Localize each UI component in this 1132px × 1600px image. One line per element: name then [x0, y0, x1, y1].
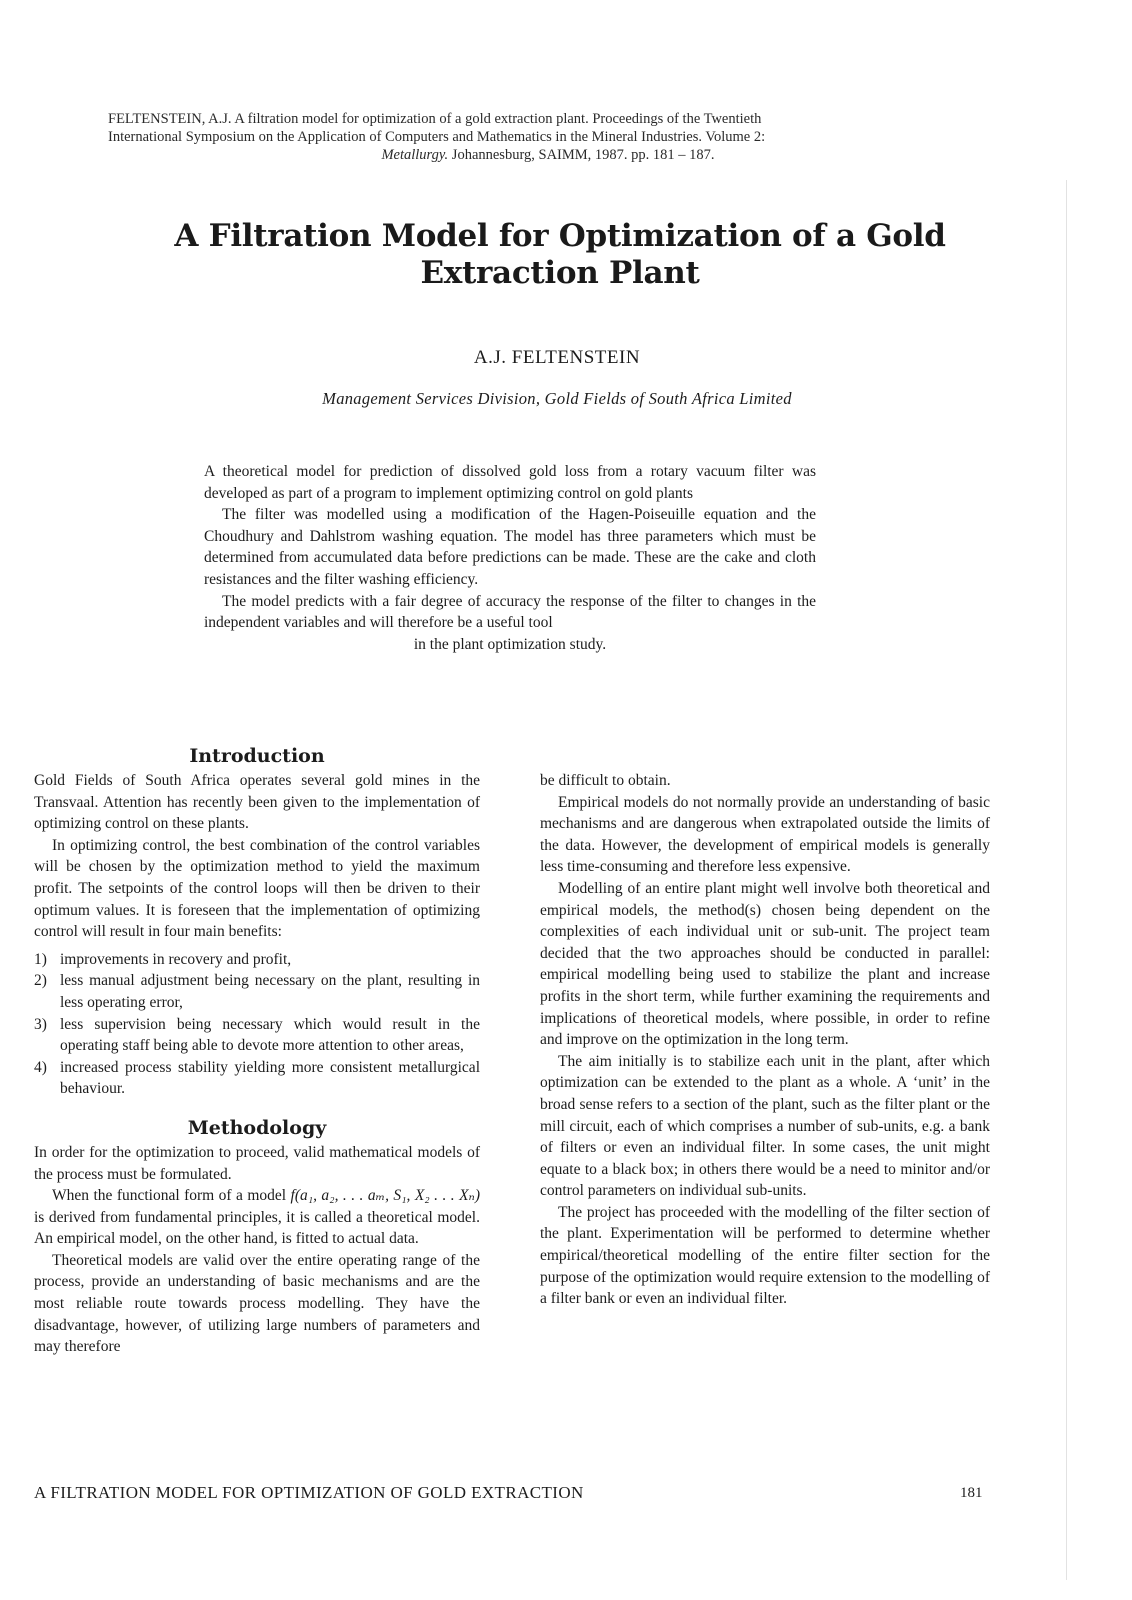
running-footer-title: A FILTRATION MODEL FOR OPTIMIZATION OF GOLD EXTRACTION — [34, 1483, 584, 1502]
citation-publisher: Johannesburg, SAIMM, 1987. pp. 181 – 187. — [448, 147, 715, 163]
methodology-text-before-formula: When the functional form of a model — [52, 1187, 291, 1205]
list-item-number: 2) — [34, 972, 47, 990]
list-item-number: 4) — [34, 1058, 47, 1076]
abstract-paragraph-3: The model predicts with a fair degree of accuracy the response of the filter to changes in the independent variables and will therefore be a useful tool — [204, 592, 816, 632]
paper-title-line-1: A Filtration Model for Optimization of a Gold — [174, 218, 946, 254]
list-item-text: less supervision being necessary which would result in the operating staff being able to devote more attention to other areas, — [60, 1015, 480, 1055]
right-column-paragraph-3: The aim initially is to stabilize each unit in the plant, after which optimization can be extended to the plant as a whole. A ‘unit’ in the broad sense refers to a section of the plant, such as the filter plant or the mill circuit, each of which comprises a number of sub-units, e.g. a bank of filters or even an individual filter. In some cases, the unit might equate to a black box; in others there would be a need to minitor and/or control parameters on individual sub-units. — [540, 1052, 990, 1200]
right-column-paragraph-4: The project has proceeded with the modelling of the filter section of the plant. Experimentation will be performed to determine whether empirical/theoretical modelling of the entire filter section for the purpose of the optimization would require extension to the modelling of a filter bank or even an individual filter. — [540, 1203, 990, 1308]
citation-line-2: International Symposium on the Application of Computers and Mathematics in the Mineral Industries. Volume 2: — [108, 129, 766, 145]
model-formula: f(a₁, a₂, . . . aₘ, S₁, X₂ . . . Xₙ) — [290, 1187, 480, 1205]
list-item-text: improvements in recovery and profit, — [60, 950, 292, 968]
paper-title-line-2: Extraction Plant — [420, 255, 700, 291]
paper-title — [100, 218, 1020, 292]
benefits-list — [34, 949, 480, 1100]
right-column — [540, 770, 990, 1310]
citation-line-3 — [108, 146, 988, 164]
list-item-number: 3) — [34, 1015, 47, 1033]
list-item-number: 1) — [34, 950, 47, 968]
right-column-paragraph-0: be difficult to obtain. — [540, 772, 671, 789]
introduction-heading: Introduction — [189, 745, 325, 767]
introduction-paragraph-1: Gold Fields of South Africa operates several gold mines in the Transvaal. Attention has recently been given to the implementation of optimizing control on these plants. — [34, 772, 480, 833]
list-item — [34, 1014, 480, 1057]
abstract — [204, 461, 816, 655]
page-number: 181 — [960, 1485, 983, 1501]
methodology-heading: Methodology — [187, 1116, 327, 1139]
scan-edge-line — [1066, 180, 1067, 1580]
list-item-text: less manual adjustment being necessary on the plant, resulting in less operating error, — [60, 972, 480, 1011]
list-item-text: increased process stability yielding more consistent metallurgical behaviour. — [60, 1058, 480, 1098]
left-column — [34, 744, 480, 1358]
methodology-paragraph-2 — [34, 1185, 480, 1250]
methodology-paragraph-1: In order for the optimization to proceed, valid mathematical models of the process must be formulated. — [34, 1143, 480, 1183]
author-name: A.J. FELTENSTEIN — [473, 347, 641, 368]
abstract-paragraph-1: A theoretical model for prediction of dissolved gold loss from a rotary vacuum filter was developed as part of a program to implement optimizing control on gold plants — [204, 463, 816, 502]
list-item — [34, 949, 480, 971]
list-item — [34, 1057, 480, 1100]
citation-block — [108, 110, 988, 164]
citation-journal: Metallurgy. — [381, 147, 449, 163]
right-column-paragraph-2: Modelling of an entire plant might well involve both theoretical and empirical models, the method(s) chosen being dependent on the complexities of each individual unit or sub-unit. The project team decided that the two approaches should be conducted in parallel: empirical modelling being used to stabilize the plant and increase profits in the short term, while further examining the requirements and implications of theoretical models, where possible, in order to refine and improve on the optimization in the long term. — [540, 879, 990, 1049]
author-affiliation: Management Services Division, Gold Fields of South Africa Limited — [322, 389, 792, 408]
citation-line-1: FELTENSTEIN, A.J. A filtration model for optimization of a gold extraction plant. Proceedings of the Twentieth — [108, 111, 762, 127]
methodology-paragraph-3: Theoretical models are valid over the entire operating range of the process, provide an understanding of basic mechanisms and are the most reliable route towards process modelling. They have the disadvantage, however, of utilizing large numbers of parameters and may therefore — [34, 1251, 480, 1356]
list-item — [34, 970, 480, 1013]
right-column-paragraph-1: Empirical models do not normally provide an understanding of basic mechanisms and are dangerous when extrapolated outside the limits of the data. However, the development of empirical models is generally less time-consuming and therefore less expensive. — [540, 793, 990, 876]
abstract-paragraph-2: The filter was modelled using a modification of the Hagen-Poiseuille equation and the Choudhury and Dahlstrom washing equation. The model has three parameters which must be determined from accumulated data before predictions can be made. These are the cake and cloth resistances and the filter washing efficiency. — [204, 506, 816, 588]
introduction-paragraph-2: In optimizing control, the best combination of the control variables will be chosen by the optimization method to yield the maximum profit. The setpoints of the control loops will then be driven to their optimum values. It is foreseen that the implementation of optimizing control will result in four main benefits: — [34, 836, 480, 941]
methodology-text-after-formula: is derived from fundamental principles, it is called a theoretical model. An empirical model, on the other hand, is fitted to actual data. — [34, 1208, 480, 1248]
abstract-paragraph-3-last-line: in the plant optimization study. — [413, 635, 607, 653]
